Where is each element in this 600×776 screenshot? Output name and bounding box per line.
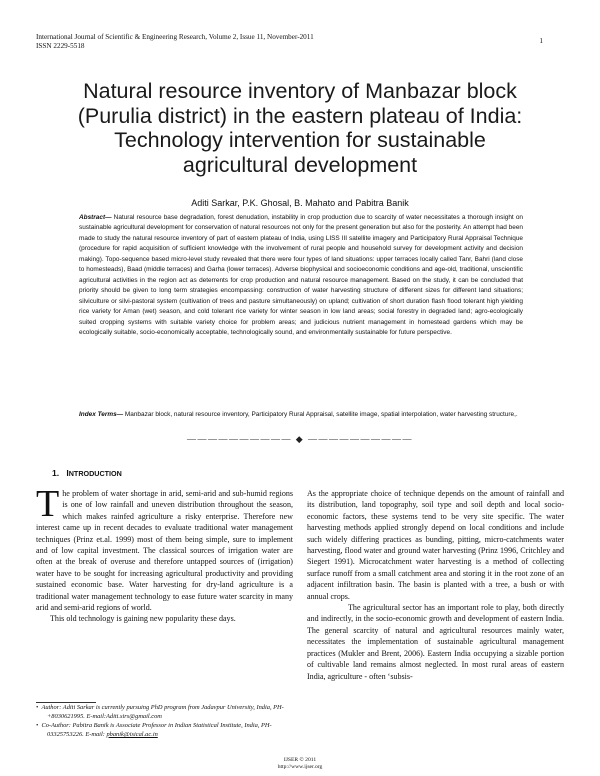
paragraph: The agricultural sector has an important role to play, both directly and indirectly, in the socio-economic growth and development of eastern India. The general scarcity of natural and agricultural resources mainly water, necessitates the implementation of sustainable agricultural management practices (Mukler and Brent, 2006). Eastern India occupying a sizable portion of cultivable land remains almost neglected. In most rural areas of eastern India, agriculture - often ‘subsis- <box>307 603 564 681</box>
footnote-author-text: Author: Aditi Sarkar is currently pursuing PhD program from Jadavpur University, India, PH-+8030621995. E-mail:Aditi.sirs@gmail.com <box>41 704 284 720</box>
body-column-left <box>36 483 293 625</box>
index-terms-label: Index Terms— <box>79 411 124 418</box>
footnote-rule <box>36 702 96 703</box>
footer-copyright: IJSER © 2011 <box>283 757 317 763</box>
abstract-text: Natural resource base degradation, forest denudation, instability in crop production due to scarcity of water necessitates a thorough insight on sustainable agricultural development for conservation of natural resources not only for the present generation but also for the posterity. An attempt had been made to study the natural resource inventory of part of eastern plateau of India, using LISS III satellite imagery and Participatory Rural Appraisal Technique (procedure for rapid acquisition of sufficient knowledge with the involvement of rural people and household survey for development activity and decision making). Topo-sequence based micro-level study revealed that there were four types of land situations: upper terraces locally called Tanr, Bahri (land close to homesteads), Baad (middle terraces) and Garha (lower terraces). Adverse biophysical and socioeconomic conditions and age-old, traditional, unscientific agricultural activities in the region act as deterrents for crop production and natural resource management. Based on the study, it can be concluded that priority should be given to long term strategies encompassing: construction of water harvesting structure of different sizes for different land situations; silviculture or silvi-pastoral system (cultivation of trees and pasture simultaneously) on upland; cultivation of short duration flash flood tolerant high yielding rice variety for Aman (wet) season, and cold tolerant rice variety for winter season in low land areas; social forestry in degraded land; agro-ecologically suited cropping systems with suitable variety choice for problem areas; and judicious nutrient management in homestead gardens which may be ecologically suitable, socio-economically acceptable, technologically sound, and environmentally sustainable for future perspective. <box>79 214 523 336</box>
paragraph-text: he problem of water shortage in arid, semi-arid and sub-humid regions is one of low rainfall and uneven distribution throughout the season, which makes rainfed agriculture a risky enterprise. Therefore new interest came up in recent decades to evaluate traditional water management techniques (Prinz et.al. 1999) most of them being simple, sure to implement and of low capital investment. The classical sources of irrigation water are often at the break of overuse and therefore untapped sources of (irrigation) water have to be sought for increasing agricultural productivity and providing sustained economic base. Water harvesting for dry-land agriculture is a traditional water management technology to ease future water scarcity in many arid and semi-arid regions of world. <box>36 489 293 613</box>
abstract <box>79 213 523 338</box>
title-line-1: Natural resource inventory of Manbazar block <box>83 79 517 103</box>
footnotes <box>36 704 293 740</box>
footnote-coauthor-text: Co-Author: Pabitra Banik is Associate Professor in Indian Statistical Institute, India, PH-03325753226. E-mail: <box>41 722 272 738</box>
section-title-rest: NTRODUCTION <box>68 469 122 478</box>
page-number: 1 <box>539 37 543 45</box>
paragraph <box>36 483 293 613</box>
abstract-label: Abstract— <box>79 214 112 221</box>
title-line-2: (Purulia district) in the eastern plateau of India: <box>77 103 523 128</box>
journal-header <box>36 33 314 51</box>
paper-title <box>28 79 572 177</box>
body-column-right <box>307 488 564 682</box>
title-line-3: Technology intervention for sustainable <box>114 128 486 152</box>
issn: ISSN 2229-5518 <box>36 42 85 51</box>
section-number: 1. <box>52 468 60 478</box>
index-terms-text: Manbazar block, natural resource inventory, Participatory Rural Appraisal, satellite image, spatial interpolation, water harvesting structure,. <box>123 411 518 418</box>
authors: Aditi Sarkar, P.K. Ghosal, B. Mahato and Pabitra Banik <box>191 198 409 208</box>
title-line-4: agricultural development <box>182 152 418 177</box>
drop-cap: T <box>36 483 60 525</box>
section-heading <box>52 468 122 478</box>
section-separator: —————————— ◆ —————————— <box>187 434 413 444</box>
footnote-author: • Author: Aditi Sarkar is currently pursuing PhD program from Jadavpur University, India, PH-+8030621995. E-mail:Aditi.sirs@gmail.com <box>36 704 284 720</box>
paragraph: This old technology is gaining new popularity these days. <box>50 614 236 624</box>
footer-url[interactable]: http://www.ijser.org <box>277 764 323 771</box>
section-first-letter: I <box>66 468 69 478</box>
journal-line: International Journal of Scientific & Engineering Research, Volume 2, Issue 11, November-2011 <box>36 33 314 41</box>
page-footer <box>0 757 600 771</box>
index-terms <box>79 410 523 420</box>
paragraph: As the appropriate choice of technique depends on the amount of rainfall and its distribution, land topography, soil type and soil depth and local socio-economic factors, these systems tend to be very site specific. The water harvesting methods applied strongly depend on local conditions and include such widely differing practices as bunding, pitting, micro-catchments water harvesting, flood water and ground water harvesting (Prinz 1996, Critchley and Siegert 1991). Microcatchment water harvesting is a method of collecting surface runoff from a small catchment area and storing it in the root zone of an adjacent infiltration basin. The basin is planted with a tree, a bush or with annual crops. <box>307 489 564 601</box>
footnote-coauthor: • Co-Author: Pabitra Banik is Associate Professor in Indian Statistical Institute, India, PH-03325753226. E-mail: pbanik@isical.ac.in <box>36 722 272 738</box>
email-link[interactable]: pbanik@isical.ac.in <box>106 730 158 738</box>
